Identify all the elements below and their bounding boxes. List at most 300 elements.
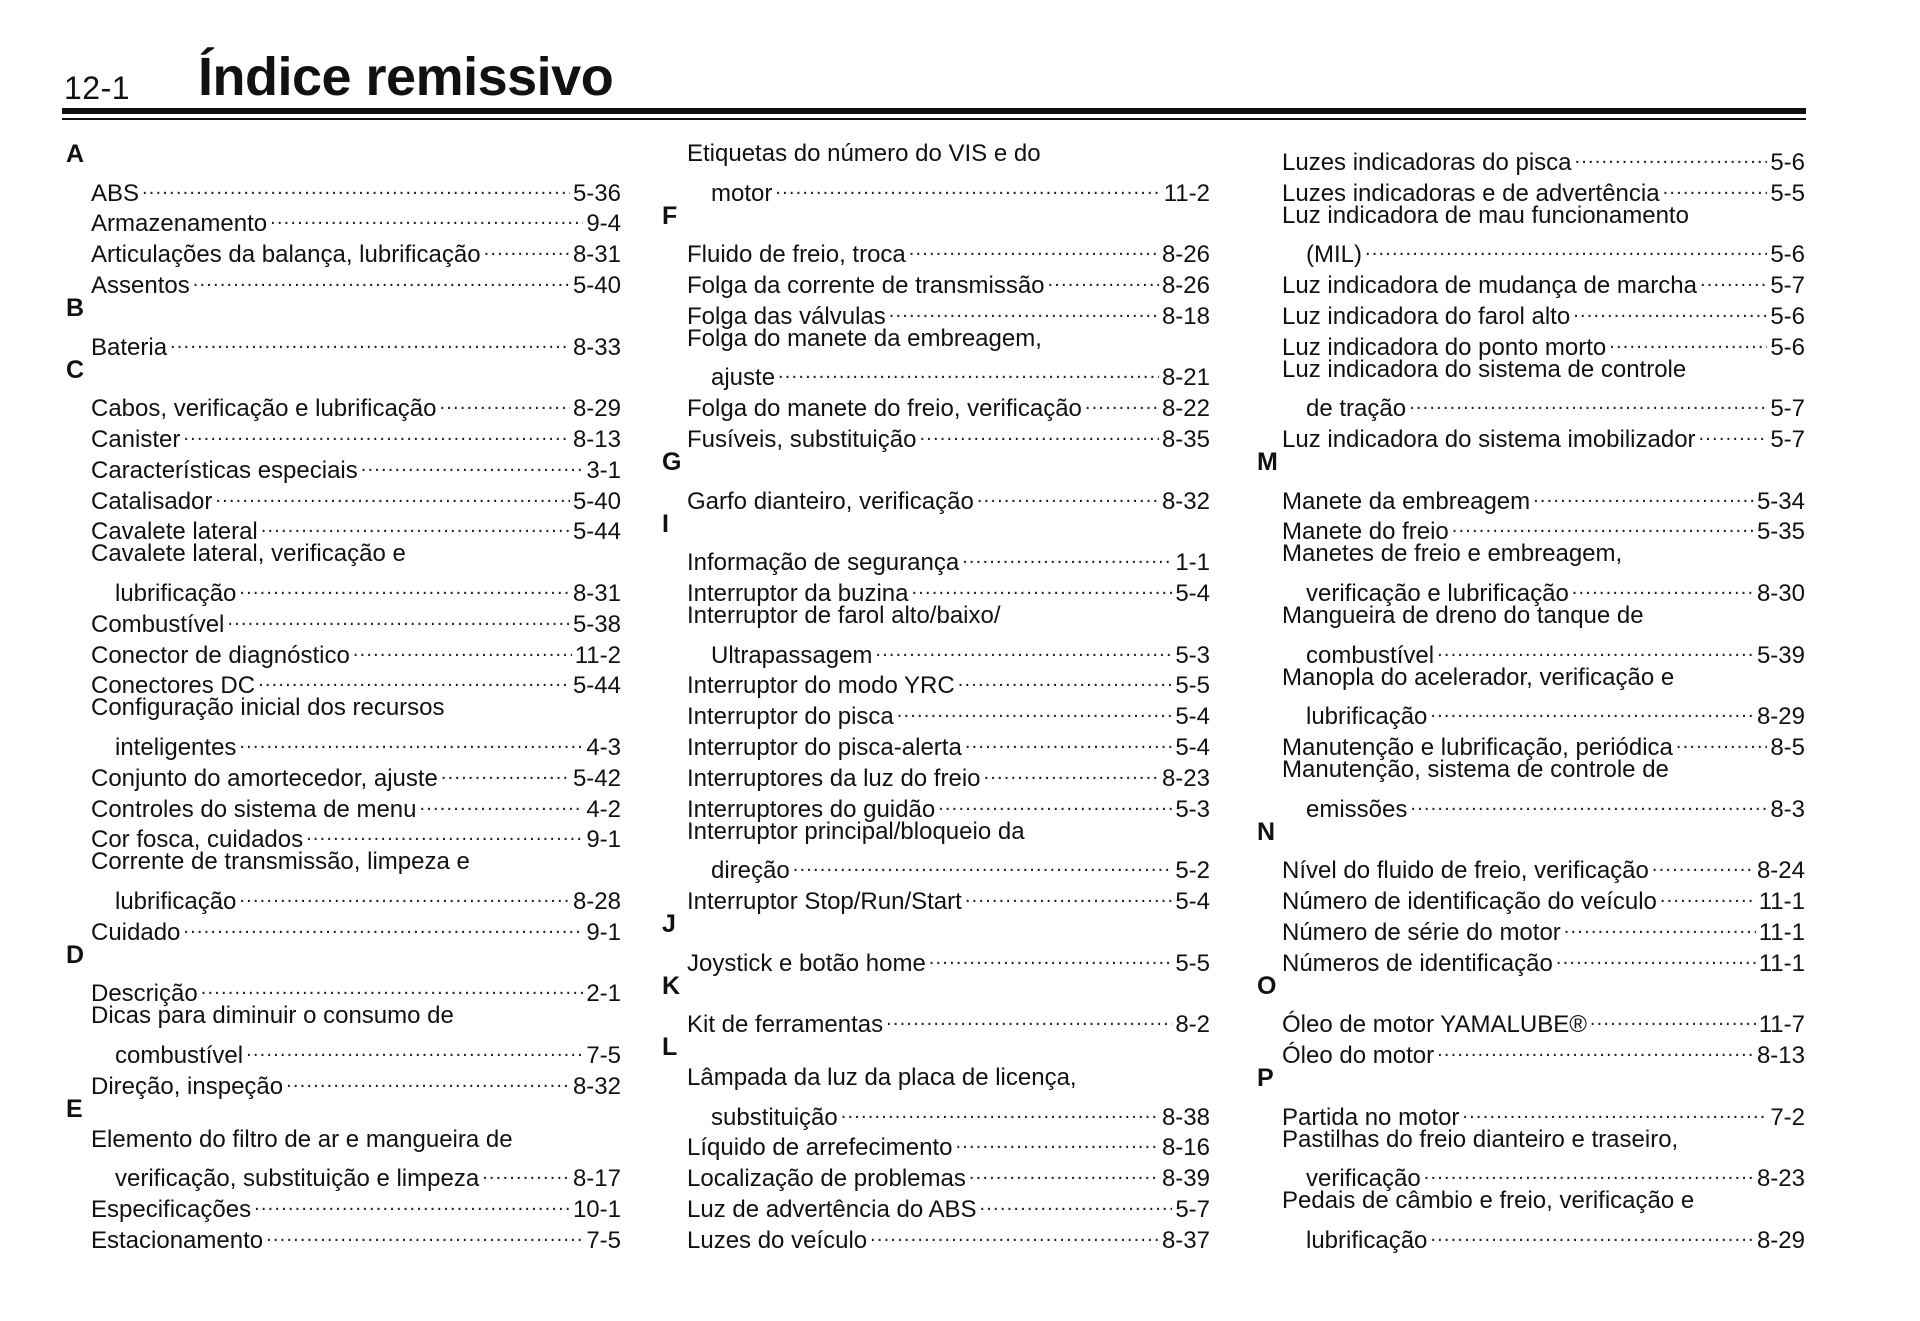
entry-line (91, 570, 621, 607)
entry-term: Assentos (91, 271, 190, 299)
dot-leader (886, 1001, 1172, 1032)
section-letter-e: E (66, 1094, 83, 1123)
entry-line (1282, 724, 1805, 761)
entry-term: Direção, inspeção (91, 1072, 284, 1100)
entry-term: Especificações (91, 1195, 252, 1223)
entry-line (91, 539, 621, 570)
entry-page-ref: 5-42 (572, 764, 621, 792)
dot-leader (958, 663, 1173, 694)
dot-leader (239, 878, 570, 909)
index-column-3 (1257, 139, 1805, 1254)
entry-page-ref: 8-31 (572, 579, 621, 607)
entry-term: Joystick e botão home (687, 949, 926, 977)
dot-leader (1048, 262, 1159, 293)
dot-leader (170, 324, 570, 355)
entry-line (687, 1186, 1210, 1223)
entry-term: Interruptor principal/bloqueio da (687, 817, 1025, 845)
entry-line (91, 201, 621, 238)
entry-line (91, 632, 621, 669)
entry-page-ref: 8-26 (1161, 241, 1210, 269)
entry-term: Nível do fluido de freio, verificação (1282, 857, 1649, 885)
entry-line (91, 847, 621, 878)
entry-term: Interruptor do pisca (687, 703, 894, 731)
entry-line (91, 509, 621, 546)
section-letter-p: P (1257, 1063, 1274, 1092)
index-entry (1282, 201, 1805, 269)
entry-line (1282, 570, 1805, 607)
index-entry (687, 1217, 1210, 1254)
index-entry (91, 1125, 621, 1193)
entry-line (91, 878, 621, 915)
entry-term: Número de identificação do veículo (1282, 887, 1657, 915)
dot-leader (1572, 570, 1754, 601)
entry-term: Interruptor do pisca-alerta (687, 733, 962, 761)
section-letter-f: F (662, 201, 678, 230)
index-entry (91, 1001, 621, 1069)
entry-line (1282, 940, 1805, 977)
dot-leader (239, 724, 583, 755)
entry-term: combustível (1306, 641, 1435, 669)
entry-line (687, 293, 1210, 330)
index-entry (1282, 663, 1805, 731)
entry-term: Ultrapassagem (711, 641, 873, 669)
entry-term: Folga do manete da embreagem, (687, 324, 1042, 352)
entry-line (687, 385, 1210, 423)
entry-term: motor (711, 179, 773, 207)
entry-term: Manutenção, sistema de controle de (1282, 755, 1669, 783)
entry-term: Lâmpada da luz da placa de licença, (687, 1063, 1077, 1091)
dot-leader (1085, 385, 1159, 416)
entry-line (1282, 755, 1805, 786)
entry-term: verificação, substituição e limpeza (115, 1165, 480, 1193)
entry-term: lubrificação (1306, 703, 1428, 731)
section-letter-k: K (662, 971, 681, 1000)
index-entry (687, 1001, 1210, 1039)
entry-term: Manete do freio (1282, 518, 1449, 546)
entry-line (91, 971, 621, 1008)
index-entry (687, 539, 1210, 577)
entry-term: Pedais de câmbio e freio, verificação e (1282, 1187, 1695, 1215)
dot-leader (1609, 324, 1767, 355)
index-entry (687, 324, 1210, 392)
entry-page-ref: 5-4 (1175, 703, 1210, 731)
index-entry (91, 632, 621, 669)
entry-line (1282, 1032, 1805, 1069)
entry-line (1282, 355, 1805, 386)
dot-leader (1652, 847, 1754, 878)
index-entry (91, 817, 621, 854)
entry-page-ref: 5-38 (572, 610, 621, 638)
entry-term: Elemento do filtro de ar e mangueira de (91, 1125, 513, 1153)
dot-leader (227, 601, 570, 632)
entry-line (687, 601, 1210, 632)
index-entry (687, 663, 1210, 700)
entry-page-ref: 8-16 (1161, 1134, 1210, 1162)
entry-page-ref: 7-2 (1770, 1103, 1805, 1131)
dot-leader (1437, 632, 1754, 663)
entry-line (687, 1125, 1210, 1162)
entry-term: Conector de diagnóstico (91, 641, 350, 669)
entry-term: Números de identificação (1282, 949, 1553, 977)
index-entry (91, 447, 621, 484)
section-letter-j: J (662, 909, 676, 938)
index-entry (687, 1063, 1210, 1131)
entry-term: Folga da corrente de transmissão (687, 271, 1045, 299)
entry-page-ref: 5-7 (1770, 425, 1805, 453)
dot-leader (897, 693, 1173, 724)
index-entry (687, 293, 1210, 330)
entry-line (687, 1001, 1210, 1039)
entry-page-ref: 9-4 (586, 210, 621, 238)
dot-leader (909, 231, 1159, 262)
dot-leader (977, 478, 1159, 509)
dot-leader (775, 170, 1160, 201)
entry-page-ref: 8-30 (1756, 579, 1805, 607)
entry-line (687, 324, 1210, 355)
entry-term: Manete da embreagem (1282, 487, 1531, 515)
dot-leader (1430, 1217, 1754, 1248)
entry-term: Corrente de transmissão, limpeza e (91, 848, 470, 876)
entry-page-ref: 8-29 (1756, 1226, 1805, 1254)
entry-term: Cavalete lateral (91, 518, 258, 546)
entry-term: Descrição (91, 980, 198, 1008)
entry-line (91, 262, 621, 299)
entry-line (1282, 1001, 1805, 1039)
entry-page-ref: 8-13 (572, 425, 621, 453)
entry-line (91, 231, 621, 269)
dot-leader (1676, 724, 1767, 755)
entry-term: lubrificação (115, 579, 237, 607)
entry-term: Informação de segurança (687, 549, 960, 577)
entry-term: Configuração inicial dos recursos (91, 694, 445, 722)
dot-leader (286, 1063, 570, 1094)
dot-leader (142, 170, 570, 201)
dot-leader (258, 663, 570, 694)
section-letter-d: D (66, 940, 85, 969)
header-rule-thin (62, 118, 1806, 120)
index-entry (1282, 847, 1805, 885)
dot-leader (193, 262, 570, 293)
entry-page-ref: 5-39 (1756, 641, 1805, 669)
entry-term: Manutenção e lubrificação, periódica (1282, 733, 1673, 761)
index-entry (91, 1186, 621, 1223)
entry-term: Cabos, verificação e lubrificação (91, 395, 437, 423)
dot-leader (1564, 909, 1756, 940)
dot-leader (911, 570, 1172, 601)
entry-page-ref: 8-28 (572, 887, 621, 915)
entry-page-ref: 8-37 (1161, 1226, 1210, 1254)
dot-leader (1410, 786, 1767, 817)
entry-line (687, 1155, 1210, 1193)
dot-leader (1462, 1094, 1767, 1125)
entry-term: Estacionamento (91, 1226, 264, 1254)
entry-line (1282, 601, 1805, 632)
entry-line (687, 878, 1210, 915)
index-entry (91, 693, 621, 761)
index-entry (91, 1217, 621, 1254)
entry-page-ref: 5-36 (572, 179, 621, 207)
entry-line (687, 139, 1210, 170)
entry-line (1282, 1155, 1805, 1193)
entry-page-ref: 8-23 (1161, 764, 1210, 792)
dot-leader (965, 878, 1173, 909)
entry-term: Manopla do acelerador, verificação e (1282, 663, 1675, 691)
entry-line (91, 1186, 621, 1223)
entry-page-ref: 4-3 (586, 733, 621, 761)
dot-leader (1409, 385, 1767, 416)
dot-leader (962, 539, 1172, 570)
entry-page-ref: 5-35 (1756, 518, 1805, 546)
entry-page-ref: 7-5 (586, 1041, 621, 1069)
index-entry (91, 509, 621, 546)
dot-leader (870, 1217, 1159, 1248)
entry-term: Interruptor do modo YRC (687, 672, 955, 700)
index-entry (1282, 355, 1805, 423)
entry-term: Luz de advertência do ABS (687, 1195, 977, 1223)
entry-line (91, 663, 621, 700)
entry-page-ref: 5-2 (1175, 857, 1210, 885)
entry-page-ref: 8-31 (572, 241, 621, 269)
entry-line (1282, 416, 1805, 453)
entry-page-ref: 10-1 (572, 1195, 621, 1223)
entry-page-ref: 5-4 (1175, 733, 1210, 761)
entry-line (687, 755, 1210, 792)
entry-term: combustível (115, 1041, 244, 1069)
entry-line (687, 786, 1210, 823)
entry-line (687, 663, 1210, 700)
entry-page-ref: 5-5 (1175, 949, 1210, 977)
entry-line (1282, 847, 1805, 885)
index-entry (687, 262, 1210, 299)
dot-leader (1556, 940, 1756, 971)
entry-line (91, 817, 621, 854)
section-letter-o: O (1257, 971, 1277, 1000)
entry-term: Características especiais (91, 456, 358, 484)
entry-page-ref: 8-38 (1161, 1103, 1210, 1131)
dot-leader (420, 786, 584, 817)
entry-page-ref: 9-1 (586, 826, 621, 854)
entry-term: Interruptores da luz do freio (687, 764, 981, 792)
entry-line (91, 755, 621, 792)
index-entry (91, 971, 621, 1008)
entry-term: Armazenamento (91, 210, 268, 238)
entry-page-ref: 5-44 (572, 518, 621, 546)
entry-page-ref: 8-17 (572, 1165, 621, 1193)
entry-page-ref: 5-34 (1756, 487, 1805, 515)
dot-leader (353, 632, 572, 663)
entry-term: Luz indicadora do sistema imobilizador (1282, 425, 1696, 453)
entry-term: Luz indicadora do ponto morto (1282, 333, 1607, 361)
entry-term: de tração (1306, 395, 1407, 423)
entry-page-ref: 5-3 (1175, 795, 1210, 823)
entry-page-ref: 5-7 (1770, 271, 1805, 299)
dot-leader (965, 724, 1173, 755)
entry-page-ref: 8-24 (1756, 857, 1805, 885)
entry-line (91, 786, 621, 823)
index-entry (687, 878, 1210, 915)
entry-term: Folga do manete do freio, verificação (687, 395, 1082, 423)
entry-page-ref: 8-32 (1161, 487, 1210, 515)
entry-term: ajuste (711, 364, 776, 392)
dot-leader (239, 570, 570, 601)
entry-term: emissões (1306, 795, 1408, 823)
entry-line (91, 447, 621, 484)
entry-term: Luz indicadora do sistema de controle (1282, 355, 1687, 383)
entry-line (1282, 1125, 1805, 1156)
entry-term: Conjunto do amortecedor, ajuste (91, 764, 438, 792)
index-entry (687, 786, 1210, 823)
entry-page-ref: 4-2 (586, 795, 621, 823)
dot-leader (482, 1155, 570, 1186)
entry-line (91, 1155, 621, 1193)
index-entry (687, 231, 1210, 269)
index-entry (91, 1063, 621, 1100)
entry-page-ref: 5-3 (1175, 641, 1210, 669)
index-entry (687, 755, 1210, 792)
entry-line (687, 478, 1210, 515)
entry-term: Fusíveis, substituição (687, 425, 917, 453)
entry-page-ref: 5-6 (1770, 148, 1805, 176)
entry-line (1282, 1186, 1805, 1217)
entry-line (91, 170, 621, 207)
entry-line (1282, 509, 1805, 546)
entry-page-ref: 2-1 (586, 980, 621, 1008)
entry-page-ref: 1-1 (1175, 549, 1210, 577)
dot-leader (1575, 139, 1768, 170)
entry-term: Combustível (91, 610, 225, 638)
entry-line (1282, 1094, 1805, 1131)
section-letter-b: B (66, 293, 85, 322)
header-rule-thick (62, 108, 1806, 114)
index-entry (687, 693, 1210, 731)
entry-line (1282, 385, 1805, 423)
entry-term: Interruptor de farol alto/baixo/ (687, 601, 1001, 629)
entry-term: (MIL) (1306, 241, 1362, 269)
entry-line (91, 601, 621, 638)
entry-page-ref: 8-32 (572, 1072, 621, 1100)
entry-term: verificação (1306, 1165, 1421, 1193)
entry-term: lubrificação (1306, 1226, 1428, 1254)
entry-line (1282, 170, 1805, 207)
index-entry (1282, 1032, 1805, 1069)
entry-line (1282, 293, 1805, 330)
entry-line (1282, 1217, 1805, 1254)
entry-term: Interruptores do guidão (687, 795, 936, 823)
index-entry (91, 909, 621, 946)
entry-line (91, 416, 621, 453)
index-entry (687, 139, 1210, 207)
entry-line (91, 1001, 621, 1032)
index-entry (91, 478, 621, 515)
index-entry (1282, 293, 1805, 330)
entry-line (91, 478, 621, 515)
dot-leader (1533, 478, 1754, 509)
dot-leader (956, 1125, 1159, 1156)
entry-line (687, 847, 1210, 885)
index-entry (91, 170, 621, 207)
entry-line (687, 724, 1210, 761)
entry-line (1282, 262, 1805, 299)
dot-leader (266, 1217, 583, 1248)
index-entry (91, 231, 621, 269)
entry-term: Pastilhas do freio dianteiro e traseiro, (1282, 1125, 1679, 1153)
index-entry (91, 663, 621, 700)
entry-page-ref: 8-39 (1161, 1165, 1210, 1193)
entry-page-ref: 8-3 (1770, 795, 1805, 823)
entry-line (1282, 139, 1805, 176)
entry-term: substituição (711, 1103, 838, 1131)
index-entry (91, 324, 621, 361)
index-entry (91, 786, 621, 823)
index-entry (1282, 416, 1805, 453)
index-entry (1282, 1186, 1805, 1254)
index-entry (687, 416, 1210, 453)
dot-leader (183, 909, 583, 940)
entry-line (687, 632, 1210, 669)
dot-leader (1700, 262, 1767, 293)
dot-leader (1573, 293, 1767, 324)
entry-line (91, 724, 621, 761)
entry-term: Luz indicadora de mudança de marcha (1282, 271, 1697, 299)
entry-page-ref: 8-13 (1756, 1041, 1805, 1069)
dot-leader (778, 355, 1159, 386)
entry-page-ref: 8-2 (1175, 1011, 1210, 1039)
entry-page-ref: 11-1 (1758, 918, 1805, 946)
entry-page-ref: 8-18 (1161, 302, 1210, 330)
entry-line (1282, 786, 1805, 823)
page-number: 12-1 (64, 70, 131, 106)
entry-line (687, 1094, 1210, 1131)
dot-leader (261, 509, 570, 540)
entry-page-ref: 7-5 (586, 1226, 621, 1254)
dot-leader (183, 416, 570, 447)
index-entry (1282, 1125, 1805, 1193)
entry-page-ref: 9-1 (586, 918, 621, 946)
entry-page-ref: 11-7 (1758, 1011, 1805, 1039)
entry-term: Interruptor da buzina (687, 579, 909, 607)
dot-leader (440, 385, 570, 416)
section-letter-m: M (1257, 447, 1278, 476)
entry-line (91, 385, 621, 423)
entry-line (687, 355, 1210, 392)
entry-term: verificação e lubrificação (1306, 579, 1569, 607)
index-entry (1282, 539, 1805, 607)
index-entry (1282, 478, 1805, 515)
entry-term: Cor fosca, cuidados (91, 826, 304, 854)
index-entry (91, 385, 621, 423)
entry-page-ref: 5-4 (1175, 579, 1210, 607)
entry-term: Luzes indicadoras e de advertência (1282, 179, 1660, 207)
page-header (64, 46, 1804, 108)
entry-line (91, 909, 621, 946)
entry-line (687, 693, 1210, 731)
index-entry (1282, 262, 1805, 299)
entry-page-ref: 5-40 (572, 487, 621, 515)
entry-term: Garfo dianteiro, verificação (687, 487, 974, 515)
dot-leader (306, 817, 583, 848)
entry-line (687, 817, 1210, 848)
entry-term: Manetes de freio e embreagem, (1282, 540, 1623, 568)
entry-line (1282, 693, 1805, 731)
index-column-2 (662, 139, 1210, 1254)
entry-term: Luz indicadora de mau funcionamento (1282, 201, 1689, 229)
entry-line (687, 1217, 1210, 1254)
dot-leader (984, 755, 1159, 786)
entry-term: Localização de problemas (687, 1165, 966, 1193)
entry-page-ref: 5-4 (1175, 887, 1210, 915)
entry-line (687, 262, 1210, 299)
entry-term: Líquido de arrefecimento (687, 1134, 953, 1162)
